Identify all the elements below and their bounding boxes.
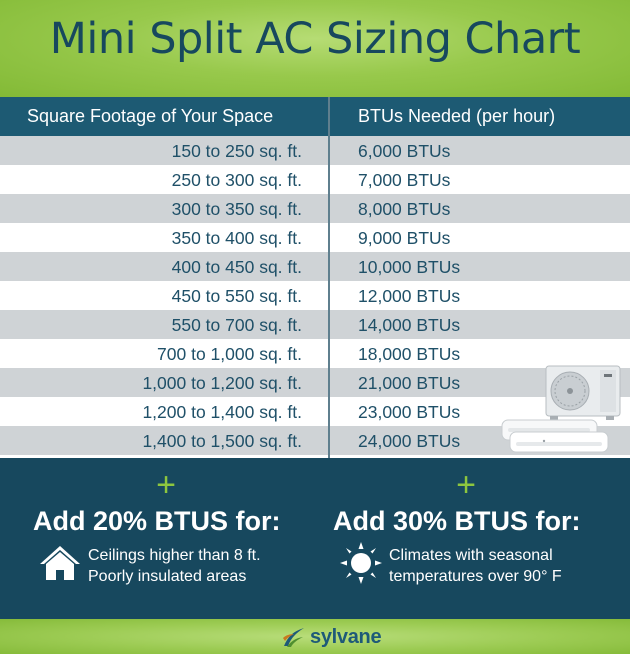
square-footage-cell: 1,400 to 1,500 sq. ft. (142, 431, 302, 451)
btu-cell: 23,000 BTUs (358, 402, 461, 422)
btu-cell: 12,000 BTUs (358, 286, 461, 306)
square-footage-cell: 150 to 250 sq. ft. (171, 141, 302, 161)
table-header (0, 97, 630, 136)
btu-cell: 21,000 BTUs (358, 373, 461, 393)
square-footage-cell: 1,200 to 1,400 sq. ft. (142, 402, 302, 422)
page-title: Mini Split AC Sizing Chart (49, 14, 581, 64)
house-icon (40, 544, 80, 582)
btu-cell: 8,000 BTUs (358, 199, 451, 219)
btu-cell: 14,000 BTUs (358, 315, 461, 335)
btu-cell: 9,000 BTUs (358, 228, 451, 248)
condition-high-temperatures: temperatures over 90° F (389, 568, 562, 585)
footer-banner (0, 619, 630, 654)
right-conditions (389, 545, 562, 587)
plus-sign-right: + (456, 466, 476, 504)
btu-cell: 7,000 BTUs (358, 170, 451, 190)
square-footage-cell: 400 to 450 sq. ft. (171, 257, 302, 277)
table-row (0, 165, 630, 194)
sun-icon (340, 542, 382, 584)
table-row (0, 194, 630, 223)
square-footage-cell: 1,000 to 1,200 sq. ft. (142, 373, 302, 393)
add-30-percent-heading: Add 30% BTUS for: (333, 506, 581, 536)
header-banner (0, 0, 630, 97)
left-conditions (88, 545, 261, 587)
add-20-percent-heading: Add 20% BTUS for: (33, 506, 281, 536)
sylvane-leaf-icon (282, 626, 306, 648)
sylvane-logo[interactable] (282, 625, 381, 649)
plus-sign-left: + (156, 466, 176, 504)
table-row (0, 223, 630, 252)
btu-cell: 10,000 BTUs (358, 257, 461, 277)
condition-seasonal-climate: Climates with seasonal (389, 547, 553, 564)
mini-split-unit-illustration (500, 362, 625, 457)
adjustment-panel (0, 458, 630, 619)
condition-high-ceilings: Ceilings higher than 8 ft. (88, 547, 261, 564)
square-footage-cell: 350 to 400 sq. ft. (171, 228, 302, 248)
table-row (0, 310, 630, 339)
btu-cell: 18,000 BTUs (358, 344, 461, 364)
square-footage-cell: 450 to 550 sq. ft. (171, 286, 302, 306)
square-footage-cell: 700 to 1,000 sq. ft. (157, 344, 302, 364)
table-row (0, 136, 630, 165)
btu-cell: 6,000 BTUs (358, 141, 451, 161)
square-footage-cell: 300 to 350 sq. ft. (171, 199, 302, 219)
table-row (0, 252, 630, 281)
square-footage-cell: 550 to 700 sq. ft. (171, 315, 302, 335)
column-header-square-footage: Square Footage of Your Space (27, 106, 274, 126)
condition-poor-insulation: Poorly insulated areas (88, 568, 247, 585)
column-header-btus: BTUs Needed (per hour) (358, 106, 556, 126)
column-divider (328, 97, 330, 458)
table-row (0, 281, 630, 310)
brand-name: sylvane (310, 625, 382, 648)
square-footage-cell: 250 to 300 sq. ft. (171, 170, 302, 190)
btu-cell: 24,000 BTUs (358, 431, 461, 451)
